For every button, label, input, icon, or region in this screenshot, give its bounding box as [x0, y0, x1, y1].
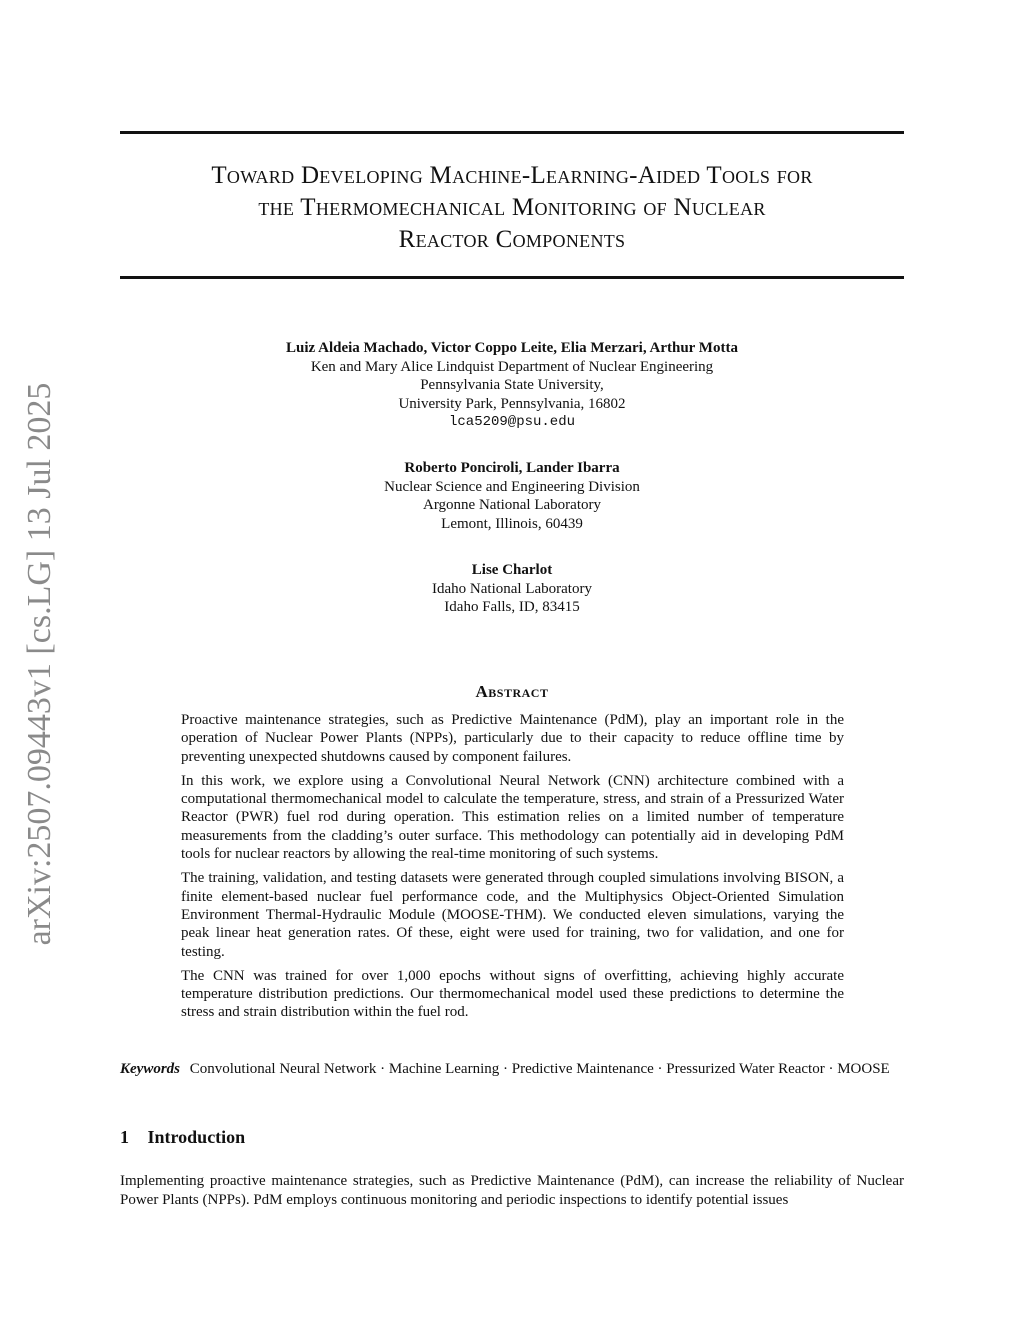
keywords — [120, 1060, 904, 1079]
author-group-1 — [212, 339, 812, 432]
author-group-3 — [212, 561, 812, 617]
affiliation-line: Nuclear Science and Engineering Division — [384, 478, 640, 495]
author-names: Luiz Aldeia Machado, Victor Coppo Leite, Elia Merzari, Arthur Motta — [286, 340, 738, 356]
title-line: Reactor Components — [398, 226, 626, 253]
abstract-paragraph: The CNN was trained for over 1,000 epochs without signs of overfitting, achieving highly accurate temperature distribution predictions. Our thermomechanical model used these predictions to determine the stress and strain distribution within the fuel rod. — [181, 967, 844, 1021]
author-names: Roberto Ponciroli, Lander Ibarra — [404, 460, 620, 476]
affiliation-line: Ken and Mary Alice Lindquist Department of Nuclear Engineering — [310, 358, 714, 375]
abstract-paragraph: The training, validation, and testing datasets were generated through coupled simulations involving BISON, a finite element-based nuclear fuel performance code, and the Multiphysics Object-Oriented Simulation Environment Thermal-Hydraulic Module (MOOSE-THM). We conducted eleven simulations, varying the peak linear heat generation rates. Of these, eight were used for training, two for validation, and one for testing. — [181, 870, 844, 960]
author-names: Lise Charlot — [471, 562, 553, 578]
affiliation-line: University Park, Pennsylvania, 16802 — [398, 395, 626, 412]
author-email[interactable]: lca5209@psu.edu — [448, 414, 576, 430]
arxiv-side-stamp: arXiv:2507.09443v1 [cs.LG] 13 Jul 2025 — [21, 382, 58, 946]
affiliation-line: Idaho Falls, ID, 83415 — [444, 599, 580, 615]
abstract-paragraph: In this work, we explore using a Convolutional Neural Network (CNN) architecture combined with a computational thermomechanical model to calculate the temperature, stress, and strain of a Pressurized Water Reactor (PWR) fuel rod during operation. This estimation relies on a limited number of temperature measurements from the cladding’s outer surface. This methodology can potentially aid in developing PdM tools for nuclear reactors by allowing the real-time monitoring of such systems. — [181, 772, 844, 863]
title-line: Toward Developing Machine-Learning-Aided Tools for — [211, 162, 813, 189]
abstract-body — [181, 711, 844, 1028]
title-line: the Thermomechanical Monitoring of Nuclear — [258, 194, 766, 221]
keywords-text: Convolutional Neural Network · Machine Learning · Predictive Maintenance · Pressurized Water Reactor · MOOSE — [189, 1061, 890, 1077]
keywords-label: Keywords — [120, 1061, 180, 1077]
title-top-rule — [120, 131, 904, 134]
author-group-2 — [212, 459, 812, 533]
abstract-heading: Abstract — [475, 682, 549, 701]
paper-title — [110, 160, 914, 256]
title-bottom-rule — [120, 276, 904, 279]
abstract-paragraph: Proactive maintenance strategies, such as Predictive Maintenance (PdM), play an important role in the operation of Nuclear Power Plants (NPPs), particularly due to their capacity to reduce offline time by preventing unexpected shutdowns caused by component failures. — [181, 712, 844, 765]
affiliation-line: Argonne National Laboratory — [422, 497, 601, 513]
section-number: 1 — [120, 1127, 129, 1147]
affiliation-line: Lemont, Illinois, 60439 — [441, 515, 583, 532]
affiliation-line: Pennsylvania State University, — [420, 377, 604, 393]
section-title: Introduction — [147, 1127, 246, 1147]
affiliation-line: Idaho National Laboratory — [432, 580, 592, 597]
section-heading-introduction — [120, 1127, 245, 1148]
introduction-paragraph: Implementing proactive maintenance strategies, such as Predictive Maintenance (PdM), can increase the reliability of Nuclear Power Plants (NPPs). PdM employs continuous monitoring and periodic inspections to identify potential issues — [120, 1173, 904, 1208]
